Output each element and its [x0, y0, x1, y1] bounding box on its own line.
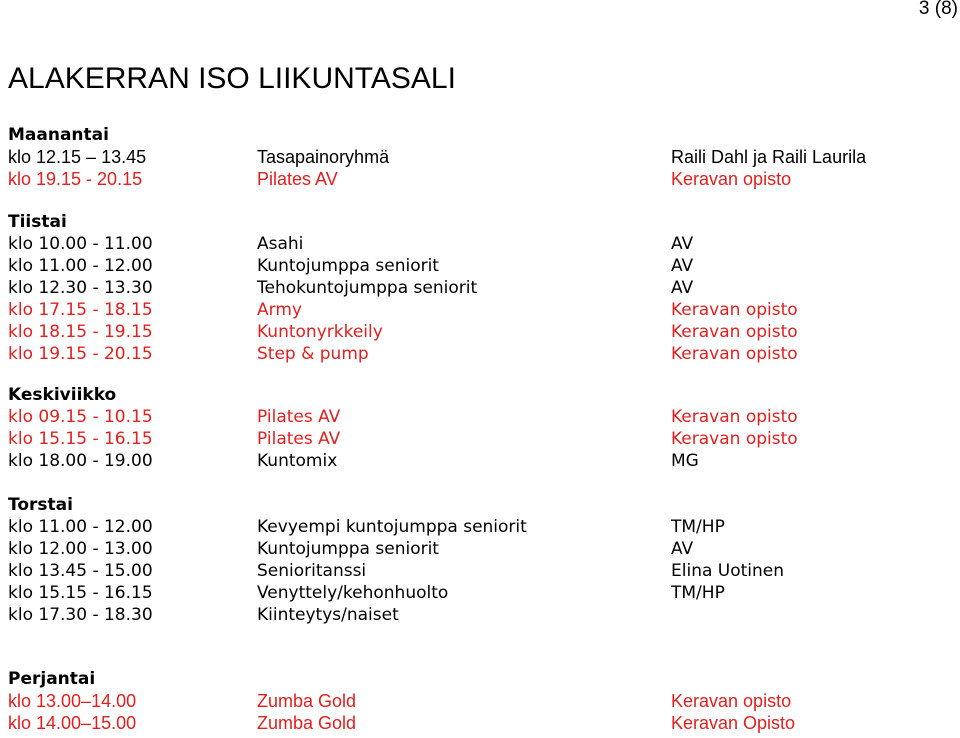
schedule-row	[8, 560, 948, 582]
leader-cell: Keravan opisto	[671, 322, 798, 342]
time-cell: klo 12.15 – 13.45	[8, 147, 147, 167]
schedule-row	[8, 343, 948, 365]
leader-cell: Keravan opisto	[671, 429, 798, 449]
schedule-row	[8, 168, 948, 190]
leader-cell: Elina Uotinen	[671, 561, 785, 581]
day-section-tiistai	[8, 211, 948, 365]
day-heading: Perjantai	[8, 669, 96, 689]
activity-cell: Kuntojumppa seniorit	[257, 256, 439, 276]
activity-cell: Kuntonyrkkeily	[257, 322, 383, 342]
leader-cell: AV	[671, 234, 694, 254]
leader-cell: Keravan opisto	[671, 344, 798, 364]
time-cell: klo 11.00 - 12.00	[8, 517, 153, 537]
activity-cell: Pilates AV	[257, 169, 338, 189]
activity-cell: Tehokuntojumppa seniorit	[257, 278, 478, 298]
day-heading: Keskiviikko	[8, 385, 117, 405]
schedule-row	[8, 299, 948, 321]
time-cell: klo 11.00 - 12.00	[8, 256, 153, 276]
leader-cell: AV	[671, 256, 694, 276]
leader-cell: MG	[671, 451, 699, 471]
time-cell: klo 17.30 - 18.30	[8, 605, 153, 625]
leader-cell: Keravan opisto	[671, 169, 792, 189]
schedule-row	[8, 277, 948, 299]
schedule-row	[8, 255, 948, 277]
time-cell: klo 10.00 - 11.00	[8, 234, 153, 254]
leader-cell: Raili Dahl ja Raili Laurila	[671, 147, 867, 167]
schedule-row	[8, 233, 948, 255]
time-cell: klo 19.15 - 20.15	[8, 169, 143, 189]
day-section-perjantai	[8, 668, 948, 734]
page-title: ALAKERRAN ISO LIIKUNTASALI	[8, 62, 456, 95]
time-cell: klo 12.30 - 13.30	[8, 278, 153, 298]
activity-cell: Kuntomix	[257, 451, 338, 471]
schedule-row	[8, 146, 948, 168]
schedule-row	[8, 428, 948, 450]
schedule-row	[8, 538, 948, 560]
leader-cell: Keravan opisto	[671, 691, 792, 711]
day-heading: Tiistai	[8, 212, 67, 232]
activity-cell: Kiinteytys/naiset	[257, 605, 399, 625]
page-number: 3 (8)	[918, 0, 958, 19]
leader-cell: TM/HP	[671, 517, 725, 537]
activity-cell: Zumba Gold	[257, 691, 357, 711]
leader-cell: Keravan opisto	[671, 300, 798, 320]
schedule-row	[8, 450, 948, 472]
time-cell: klo 15.15 - 16.15	[8, 583, 153, 603]
schedule-row	[8, 321, 948, 343]
leader-cell: Keravan Opisto	[671, 713, 796, 733]
day-heading: Torstai	[8, 495, 73, 515]
time-cell: klo 12.00 - 13.00	[8, 539, 153, 559]
leader-cell: Keravan opisto	[671, 407, 798, 427]
schedule-row	[8, 516, 948, 538]
activity-cell: Step & pump	[257, 344, 369, 364]
activity-cell: Pilates AV	[257, 407, 341, 427]
activity-cell: Asahi	[257, 234, 304, 254]
time-cell: klo 13.45 - 15.00	[8, 561, 153, 581]
activity-cell: Army	[257, 300, 302, 320]
time-cell: klo 15.15 - 16.15	[8, 429, 153, 449]
day-heading: Maanantai	[8, 125, 109, 145]
activity-cell: Kevyempi kuntojumppa seniorit	[257, 517, 527, 537]
day-section-keskiviikko	[8, 384, 948, 472]
activity-cell: Venyttely/kehonhuolto	[257, 583, 449, 603]
activity-cell: Tasapainoryhmä	[257, 147, 390, 167]
schedule-row	[8, 690, 948, 712]
time-cell: klo 17.15 - 18.15	[8, 300, 153, 320]
leader-cell: AV	[671, 539, 694, 559]
schedule-row	[8, 582, 948, 604]
activity-cell: Kuntojumppa seniorit	[257, 539, 439, 559]
leader-cell: TM/HP	[671, 583, 725, 603]
day-section-torstai	[8, 494, 948, 626]
activity-cell: Senioritanssi	[257, 561, 367, 581]
time-cell: klo 18.15 - 19.15	[8, 322, 153, 342]
time-cell: klo 09.15 - 10.15	[8, 407, 153, 427]
day-section-maanantai	[8, 124, 948, 190]
schedule-row	[8, 604, 948, 626]
activity-cell: Pilates AV	[257, 429, 341, 449]
activity-cell: Zumba Gold	[257, 713, 357, 733]
leader-cell: AV	[671, 278, 694, 298]
time-cell: klo 14.00–15.00	[8, 713, 137, 733]
schedule-row	[8, 406, 948, 428]
time-cell: klo 13.00–14.00	[8, 691, 137, 711]
time-cell: klo 19.15 - 20.15	[8, 344, 153, 364]
time-cell: klo 18.00 - 19.00	[8, 451, 153, 471]
schedule-row	[8, 712, 948, 734]
